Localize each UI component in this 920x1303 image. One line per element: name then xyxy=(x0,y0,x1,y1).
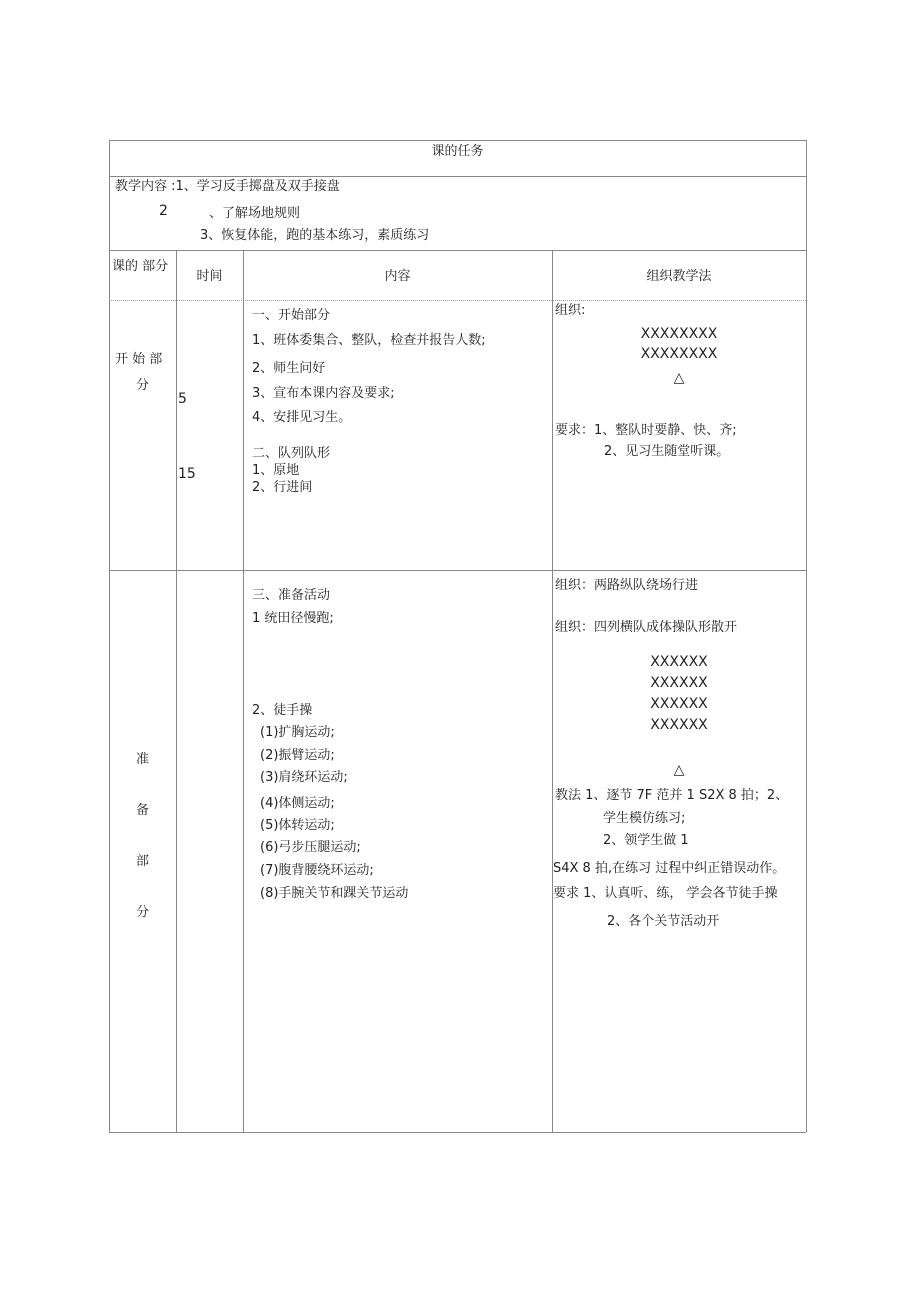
section-1-item-4: 4、安排见习生。 xyxy=(252,410,352,425)
column-header-content: 内容 xyxy=(384,269,411,284)
section-1-time-1: 5 xyxy=(178,391,187,407)
exercise-4: (4)体侧运动; xyxy=(260,796,335,811)
exercise-7: (7)腹背腰绕环运动; xyxy=(260,863,374,878)
table-border-bottom xyxy=(109,1132,806,1133)
section-2-requirement-2: 2、各个关节活动开 xyxy=(607,914,720,929)
section-1-formation-row-1: XXXXXXXX xyxy=(640,326,718,342)
exercise-3: (3)肩绕环运动; xyxy=(260,770,348,785)
section-1-heading-2: 二、队列队形 xyxy=(252,446,331,461)
section-2-item-1: 1 统田径慢跑; xyxy=(252,611,334,626)
teaching-method-line-3: 2、领学生做 1 xyxy=(603,833,689,848)
teaching-content-line-2-text: 、了解场地规则 xyxy=(209,206,301,221)
section-2-teacher-mark: △ xyxy=(673,762,685,778)
section-1-teacher-mark: △ xyxy=(673,370,685,386)
table-divider-header xyxy=(109,176,806,177)
column-header-section: 课的 部分 xyxy=(112,259,169,274)
section-2-formation-row-3: XXXXXX xyxy=(650,696,708,712)
section-2-name-char-1: 准 xyxy=(135,752,149,767)
table-divider-sections xyxy=(109,570,806,571)
exercise-1: (1)扩胸运动; xyxy=(260,725,335,740)
table-divider-content xyxy=(109,250,806,251)
section-1-subitem-2: 2、行进间 xyxy=(252,480,313,495)
section-2-org-1: 组织：两路纵队绕场行进 xyxy=(555,578,699,593)
section-2-formation-row-2: XXXXXX xyxy=(650,675,708,691)
section-1-name-line-1: 开 始 部 xyxy=(115,352,163,367)
section-2-name-char-3: 部 xyxy=(135,854,149,869)
section-1-item-2: 2、师生问好 xyxy=(252,361,326,376)
teaching-method-line-4: S4X 8 拍,在练习 过程中纠正错误动作。 xyxy=(553,861,786,876)
section-1-name-line-2: 分 xyxy=(135,378,149,393)
section-1-formation-row-2: XXXXXXXX xyxy=(640,346,718,362)
column-header-time: 时间 xyxy=(196,269,223,284)
table-border-right xyxy=(806,140,807,1132)
exercise-8: (8)手腕关节和踝关节运动 xyxy=(260,886,409,901)
teaching-method-line-2: 学生模仿练习; xyxy=(603,811,686,826)
exercise-5: (5)体转运动; xyxy=(260,818,335,833)
section-2-org-2: 组织：四列横队成体操队形散开 xyxy=(555,620,738,635)
section-2-heading-2: 2、徒手操 xyxy=(252,703,313,718)
section-1-org-label: 组织: xyxy=(555,303,586,318)
teaching-content-line-3: 3、恢复体能，跑的基本练习，素质练习 xyxy=(200,228,430,243)
section-1-time-2: 15 xyxy=(178,466,196,482)
column-header-method: 组织教学法 xyxy=(646,269,712,284)
column-divider-1 xyxy=(176,250,177,1132)
section-1-requirement-1: 要求：1、整队时要静、快、齐; xyxy=(555,423,737,438)
section-1-subitem-1: 1、原地 xyxy=(252,463,300,478)
section-2-requirement-1: 要求 1、认真听、练， 学会各节徒手操 xyxy=(553,886,778,901)
section-2-name-char-2: 备 xyxy=(135,803,149,818)
task-title: 课的任务 xyxy=(431,144,484,159)
teaching-content-line-2-number: 2 xyxy=(159,203,168,219)
section-2-heading: 三、准备活动 xyxy=(252,588,331,603)
section-1-item-3: 3、宣布本课内容及要求; xyxy=(252,386,395,401)
section-1-heading: 一、开始部分 xyxy=(252,308,331,323)
table-divider-columns xyxy=(109,300,806,301)
exercise-6: (6)弓步压腿运动; xyxy=(260,840,361,855)
table-border-top xyxy=(109,140,806,141)
section-1-item-1: 1、班体委集合、整队，检查并报告人数; xyxy=(252,333,486,348)
table-border-left xyxy=(109,140,110,1132)
section-2-formation-row-1: XXXXXX xyxy=(650,654,708,670)
teaching-content-line-1: 教学内容 :1、学习反手掷盘及双手接盘 xyxy=(115,179,340,194)
section-2-formation-row-4: XXXXXX xyxy=(650,717,708,733)
teaching-method-line-1: 教法 1、逐节 7F 范并 1 S2X 8 拍；2、 xyxy=(555,788,789,803)
section-2-name-char-4: 分 xyxy=(135,905,149,920)
section-1-requirement-2: 2、见习生随堂听课。 xyxy=(604,444,730,459)
column-divider-2 xyxy=(243,250,244,1132)
exercise-2: (2)振臂运动; xyxy=(260,748,335,763)
